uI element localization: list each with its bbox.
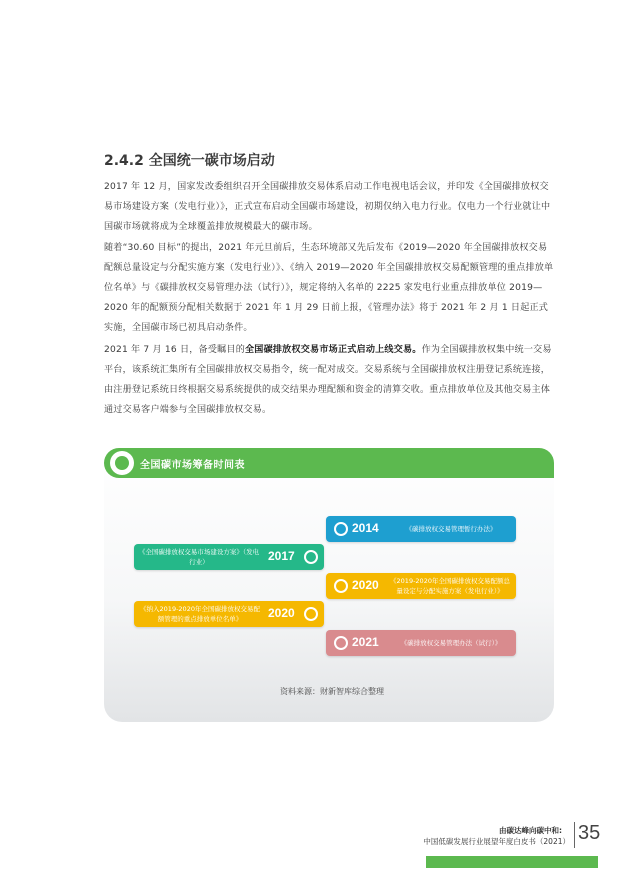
- ring-icon: [334, 636, 348, 650]
- header-ring-icon: [110, 451, 134, 475]
- source-note: 资料来源：财新智库综合整理: [280, 687, 384, 696]
- paragraph-1: 2017 年 12 月，国家发改委组织召开全国碳排放交易体系启动工作电视电话会议，并印发《全国碳排放权交易市场建设方案（发电行业）》，正式宣布启动全国碳市场建设，初期仅纳入电力行业。仅电力一个行业就让中国碳市场就将成为全球覆盖排放规模最大的碳市场。: [104, 182, 551, 232]
- timeline-year: 2020: [352, 578, 379, 592]
- timeline-item-2014: [326, 516, 516, 542]
- timeline-year: 2020: [268, 606, 295, 620]
- section-title: 2.4.2 全国统一碳市场启动: [104, 153, 275, 169]
- paragraph-2: 随着“30.60 目标”的提出，2021 年元旦前后，生态环境部又先后发布《2019—2020 年全国碳排放权交易配额总量设定与分配实施方案（发电行业）》、《纳入 2019—2020 年全国碳排放权交易配额管理的重点排放单位名单》与《碳排放权交易管理办法（试行）》，规定将纳入名单的 2225 家发电行业重点排放单位 2019—2020 年的配额预分配相关数据于 2021 年 1 月 29 日前上报，《管理办法》将于 2021 年 2 月 1 日起正式实施，全国碳市场已初具启动条件。: [104, 243, 554, 333]
- paragraph-3-bold: 全国碳排放权交易市场正式启动上线交易。: [245, 345, 422, 355]
- ring-icon: [304, 607, 318, 621]
- paragraph-3: [104, 340, 556, 420]
- footer-accent-bar: [426, 856, 598, 868]
- paragraph-3-post: 作为全国碳排放权集中统一交易平台，该系统汇集所有全国碳排放权交易指令，统一配对成交。交易系统与全国碳排放权注册登记系统连接，由注册登记系统日终根据交易系统提供的成交结果办理配额和资金的清算交收。重点排放单位及其他交易主体通过交易客户端参与全国碳排放权交易。: [104, 345, 552, 415]
- timeline-header-title: 全国碳市场筹备时间表: [140, 460, 245, 471]
- timeline-text: 《全国碳排放权交易市场建设方案》（发电行业）: [138, 548, 260, 566]
- timeline-item-2017: [134, 544, 324, 570]
- page-number: 35: [578, 822, 601, 844]
- timeline-header: [104, 448, 554, 478]
- timeline-year: 2017: [268, 549, 295, 563]
- ring-icon: [334, 579, 348, 593]
- footer-divider: [574, 822, 575, 848]
- timeline-item-2020-left: [134, 601, 324, 627]
- ring-icon: [334, 522, 348, 536]
- timeline-text: 《纳入2019-2020年全国碳排放权交易配额管理的重点排放单位名单》: [140, 605, 260, 623]
- ring-icon: [304, 550, 318, 564]
- timeline-text: 《碳排放权交易管理暂行办法》: [405, 525, 497, 533]
- timeline-text: 《碳排放权交易管理办法（试行）》: [400, 639, 502, 647]
- timeline-year: 2014: [352, 521, 379, 535]
- timeline-item-2021: [326, 630, 516, 656]
- footer-subtitle: 中国低碳发展行业展望年度白皮书（2021）: [423, 837, 570, 846]
- timeline-item-2020-right: [326, 573, 516, 599]
- footer-title: 由碳达峰向碳中和:: [499, 826, 562, 835]
- timeline-text: 《2019-2020年全国碳排放权交易配额总量设定与分配实施方案（发电行业）》: [390, 577, 510, 595]
- paragraph-3-pre: 2021 年 7 月 16 日，备受瞩目的: [104, 345, 245, 355]
- timeline-year: 2021: [352, 635, 379, 649]
